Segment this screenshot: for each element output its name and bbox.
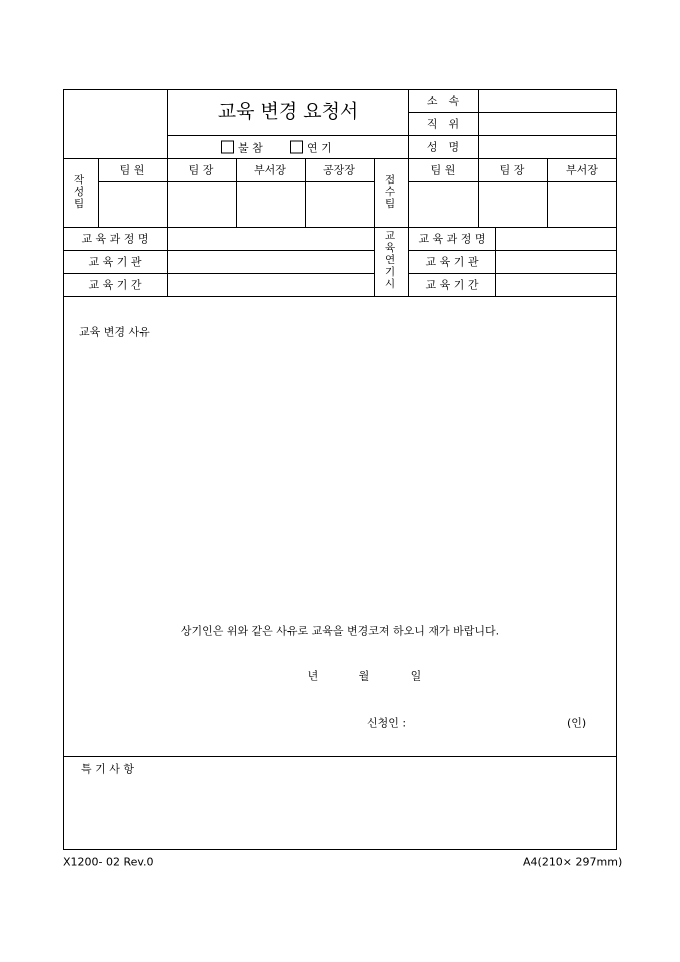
author-col-plant-manager: 공장장 (323, 163, 355, 177)
label-name: 성 명 (426, 140, 460, 154)
postpone-institution-field[interactable] (497, 252, 615, 272)
institution-field[interactable] (169, 252, 373, 272)
label-course-name: 교 육 과 정 명 (81, 232, 149, 246)
date-year-label: 년 (307, 669, 319, 683)
paper-size: A4(210× 297mm) (523, 855, 623, 869)
receive-col-member: 팀 원 (430, 163, 456, 177)
author-team-label: 작성팀 (74, 174, 85, 210)
author-col-member: 팀 원 (119, 163, 145, 177)
label-period: 교 육 기 간 (88, 278, 142, 292)
date-month-label: 월 (358, 669, 370, 683)
postpone-label-course-name: 교 육 과 정 명 (418, 232, 486, 246)
seal-label: (인) (567, 716, 587, 730)
checkbox-absent[interactable] (221, 141, 234, 154)
course-name-field[interactable] (169, 229, 373, 249)
applicant-field[interactable] (430, 713, 555, 733)
reason-label: 교육 변경 사유 (79, 325, 150, 339)
receive-team-label: 접수팀 (385, 174, 396, 210)
checkbox-postpone[interactable] (290, 141, 303, 154)
date-day-label: 일 (410, 669, 422, 683)
position-field[interactable] (480, 114, 614, 134)
postpone-period-field[interactable] (497, 275, 615, 295)
author-col-leader: 팀 장 (188, 163, 214, 177)
remarks-field[interactable] (79, 782, 599, 842)
postpone-label-institution: 교 육 기 관 (425, 255, 479, 269)
period-field[interactable] (169, 275, 373, 295)
affiliation-field[interactable] (480, 91, 614, 111)
label-affiliation: 소 속 (426, 94, 460, 108)
reason-field[interactable] (79, 345, 599, 605)
option-absent[interactable]: 불 참 (221, 141, 263, 154)
receive-col-manager: 부서장 (566, 163, 598, 177)
form-title: 교육 변경 요청서 (217, 100, 359, 123)
applicant-label: 신청인 : (367, 716, 407, 730)
label-position: 직 위 (426, 117, 460, 131)
author-col-manager: 부서장 (254, 163, 286, 177)
form-code: X1200- 02 Rev.0 (63, 855, 154, 869)
request-statement: 상기인은 위와 같은 사유로 교육을 변경코져 하오니 재가 바랍니다. (180, 624, 500, 638)
receive-col-leader: 팀 장 (499, 163, 525, 177)
option-postpone[interactable]: 연 기 (290, 141, 332, 154)
label-institution: 교 육 기 관 (88, 255, 142, 269)
remarks-label: 특 기 사 항 (81, 762, 134, 776)
name-field[interactable] (480, 137, 614, 157)
postpone-label: 교육연기시 (385, 230, 396, 290)
postpone-course-name-field[interactable] (497, 229, 615, 249)
postpone-label-period: 교 육 기 간 (425, 278, 479, 292)
